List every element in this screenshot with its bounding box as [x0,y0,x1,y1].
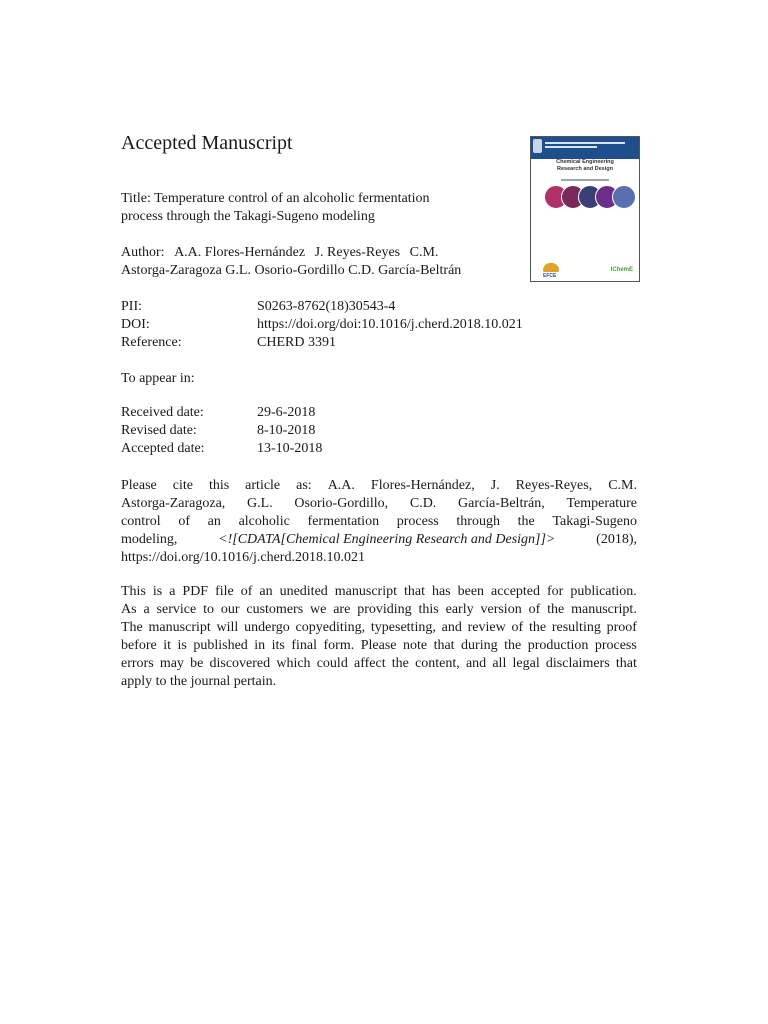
citation-line [121,495,637,513]
disclaimer-word: form. [323,638,355,653]
citation-paragraph [121,477,637,567]
disclaimer-word: As [121,602,137,617]
citation-word: control [121,514,161,529]
disclaimer-word: a [143,602,150,617]
disclaimer-word: content, [415,656,460,671]
efce-logo-mark [543,263,559,272]
disclaimer-word: could [316,656,348,671]
efce-logo [543,263,559,279]
disclaimer-word: may [159,656,184,671]
author-name: C.M. [409,245,439,260]
disclaimer-word: we [310,602,327,617]
disclaimer-word: file [215,584,234,599]
citation-word: this [208,478,230,493]
disclaimer-line [121,583,637,601]
citation-word: as: [296,478,312,493]
disclaimer-word: undergo [244,620,290,635]
citation-word: Please [121,478,157,493]
citation-doi-link[interactable]: https://doi.org/10.1016/j.cherd.2018.10.021 [121,550,365,565]
disclaimer-word: process [594,638,637,653]
disclaimer-word: published [193,638,248,653]
disclaimer-lines [121,583,637,673]
citation-text: modeling, [121,532,178,547]
icheme-logo: IChemE [610,267,633,273]
disclaimer-word: is [152,584,163,599]
author-label: Author: [121,245,165,260]
disclaimer-word: providing [357,602,412,617]
disclaimer-word: manuscript [148,620,211,635]
disclaimer-word: which [276,656,311,671]
disclaimer-word: of [240,584,253,599]
disclaimer-word: manuscript [334,584,397,599]
citation-word: C.M. [608,478,637,493]
authors [121,244,461,280]
citation-word: Osorio-Gordillo, [294,496,389,511]
cover-photo-circles [544,185,640,207]
citation-line [121,531,637,549]
disclaimer-word: typesetting, [370,620,436,635]
disclaimer-word: it [163,638,172,653]
citation-word: through [456,514,500,529]
disclaimer-word: is [177,638,187,653]
citation-line [121,513,637,531]
disclaimer-word: during [461,638,498,653]
citation-word: the [517,514,535,529]
disclaimer-word: note [402,638,428,653]
revised-date-value: 8-10-2018 [257,423,316,438]
disclaimer-word: production [527,638,589,653]
disclaimer-word: the [391,656,409,671]
disclaimer-word: publication. [570,584,637,599]
citation-word: C.D. [409,496,437,511]
disclaimer-last-line: apply to the journal pertain. [121,674,277,689]
disclaimer-word: final [291,638,318,653]
disclaimer-word: the [547,602,565,617]
to-appear-label: To appear in: [121,371,195,386]
received-date-label: Received date: [121,405,204,420]
disclaimer-word: and [465,656,487,671]
reference-label: Reference: [121,335,182,350]
citation-word: García-Beltrán, [458,496,545,511]
disclaimer-word: review [467,620,506,635]
disclaimer-line [121,619,637,637]
journal-cover-image [530,136,640,282]
disclaimer-word: will [216,620,239,635]
author-line [121,244,461,262]
received-date-value: 29-6-2018 [257,405,316,420]
disclaimer-word: our [220,602,240,617]
title-line: process through the Takagi-Sugeno modeling [121,209,375,224]
efce-logo-text: EFCE [543,273,557,279]
disclaimer-word: its [271,638,285,653]
accepted-date-label: Accepted date: [121,441,205,456]
disclaimer-word: customers [246,602,304,617]
disclaimer-word: errors [121,656,154,671]
revised-date-label: Revised date: [121,423,197,438]
cover-subtitle-bar [561,179,609,181]
disclaimer-word: This [121,584,146,599]
journal-name: <![CDATA[Chemical Engineering Research and Design]]> [218,532,556,547]
citation-word: G.L. [247,496,273,511]
cover-header-text-bar [545,142,625,144]
author-line: Astorga-Zaragoza G.L. Osorio-Gordillo C.D. García-Beltrán [121,263,462,278]
disclaimer-word: all [492,656,507,671]
citation-word: Astorga-Zaragoza, [121,496,226,511]
title-line: Title: Temperature control of an alcoholic fermentation [121,191,430,206]
disclaimer-word: that [403,584,425,599]
disclaimer-word: unedited [279,584,328,599]
citation-word: fermentation [307,514,380,529]
pii-value: S0263-8762(18)30543-4 [257,299,396,314]
disclaimer-word: been [457,584,485,599]
disclaimer-word: legal [512,656,540,671]
citation-word: article [245,478,281,493]
disclaimer-word: of [511,620,524,635]
disclaimer-word: that [615,656,637,671]
accepted-date-value: 13-10-2018 [257,441,323,456]
disclaimer-word: manuscript. [571,602,637,617]
disclaimer-word: copyediting, [295,620,366,635]
page-heading: Accepted Manuscript [121,132,293,154]
disclaimer-line [121,655,637,673]
disclaimer-line [121,601,637,619]
disclaimer-word: proof [606,620,637,635]
cover-header-band [531,137,639,159]
disclaimer-word: this [418,602,439,617]
disclaimer-line [121,637,637,655]
cover-photo-circle [612,185,636,209]
reference-value: CHERD 3391 [257,335,336,350]
disclaimer-word: resulting [551,620,601,635]
pii-label: PII: [121,299,142,314]
cover-journal-title: Research and Design [557,166,613,172]
article-title [121,190,429,226]
disclaimer-word: the [504,638,522,653]
disclaimer-word: early [445,602,474,617]
disclaimer-word: Please [360,638,397,653]
doi-label: DOI: [121,317,150,332]
disclaimer-word: affect [354,656,386,671]
citation-year: (2018), [596,532,637,547]
disclaimer-word: PDF [182,584,209,599]
cover-header-text-bar [545,146,597,148]
disclaimer-word: service [156,602,197,617]
disclaimer-word: be [190,656,204,671]
author-name: A.A. Flores-Hernández [174,245,306,260]
disclaimer-word: disclaimers [545,656,610,671]
disclaimer-word: to [203,602,214,617]
cover-journal-title: Chemical Engineering [556,159,614,165]
doi-link[interactable]: https://doi.org/doi:10.1016/j.cherd.2018.10.021 [257,317,523,332]
citation-word: process [396,514,439,529]
disclaimer-word: for [547,584,564,599]
disclaimer-word: accepted [491,584,541,599]
disclaimer-word: and [441,620,462,635]
disclaimer-word: The [121,620,143,635]
citation-word: cite [172,478,193,493]
disclaimer-word: the [528,620,547,635]
citation-word: alcoholic [238,514,290,529]
citation-word: Temperature [566,496,637,511]
disclaimer-word: version [480,602,522,617]
disclaimer-word: a [169,584,176,599]
citation-line [121,477,637,495]
citation-word: of [178,514,190,529]
citation-word: an [207,514,221,529]
citation-word: J. [490,478,500,493]
disclaimer-word: are [333,602,351,617]
citation-word: A.A. [327,478,355,493]
disclaimer-word: an [259,584,273,599]
disclaimer-word: before [121,638,157,653]
disclaimer-word: discovered [209,656,271,671]
citation-word: Flores-Hernández, [370,478,475,493]
citation-word: Reyes-Reyes, [515,478,593,493]
disclaimer-paragraph [121,583,637,691]
disclaimer-word: that [433,638,455,653]
author-name: J. Reyes-Reyes [314,245,401,260]
disclaimer-word: has [431,584,451,599]
citation-word: Takagi-Sugeno [552,514,637,529]
disclaimer-word: of [528,602,541,617]
disclaimer-word: in [254,638,266,653]
publisher-emblem-icon [533,139,542,153]
